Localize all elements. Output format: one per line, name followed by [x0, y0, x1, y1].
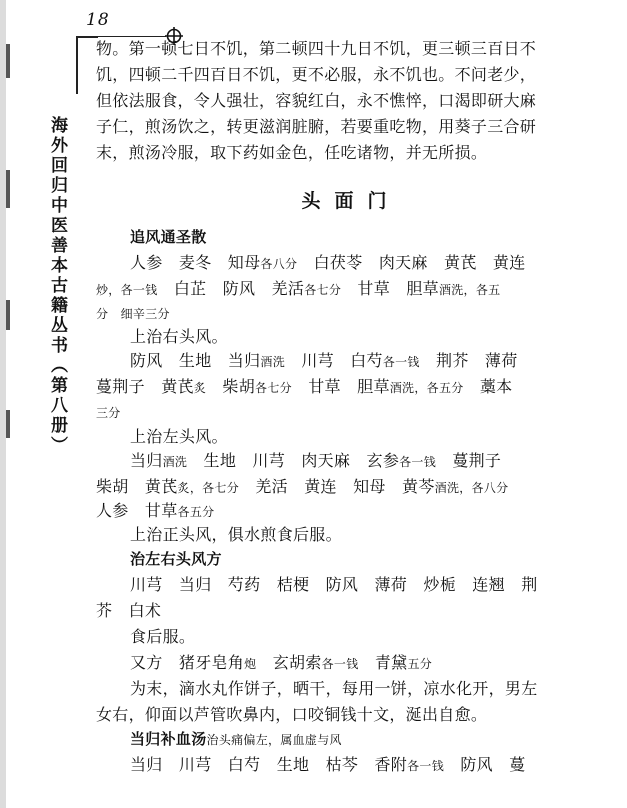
- recipe-title: 当归补血汤: [130, 730, 207, 748]
- text-line: 炒，各一钱 白芷 防风 羌活各七分 甘草 胆草酒洗，各五: [96, 279, 501, 298]
- text-line: 人参 麦冬 知母各八分 白茯苓 肉天麻 黄芪 黄连: [130, 253, 526, 272]
- text-line: 为末，滴水丸作饼子，晒干，每用一饼，凉水化开，男左: [130, 679, 538, 698]
- text-line: 防风 生地 当归酒洗 川芎 白芍各一钱 荆芥 薄荷: [130, 351, 518, 370]
- header-frame-line: [76, 36, 78, 94]
- edge-mark: [6, 410, 10, 438]
- text-line: 上治正头风，俱水煎食后服。: [130, 525, 342, 544]
- page-number: 18: [86, 10, 110, 30]
- text-line: 饥，四顿二千四百日不饥，更不必服，永不饥也。不问老少，: [96, 65, 537, 84]
- text-line: 分 细辛三分: [96, 307, 170, 321]
- text-line: 川芎 当归 芍药 桔梗 防风 薄荷 炒栀 连翘 荆: [130, 575, 538, 594]
- text-line: 上治左头风。: [130, 427, 228, 446]
- recipe-title: 追风通圣散: [130, 228, 207, 246]
- text-line: 柴胡 黄芪炙，各七分 羌活 黄连 知母 黄芩酒洗，各八分: [96, 477, 509, 496]
- header-frame-top: [76, 36, 98, 38]
- text-line: 子仁，煎汤饮之，转更滋润脏腑，若要重吃物，用葵子三合研: [96, 117, 537, 136]
- text-line: 女右，仰面以芦管吹鼻内，口咬铜钱十文，涎出自愈。: [96, 705, 488, 724]
- page-left-edge: [0, 0, 6, 808]
- text-line: 食后服。: [130, 627, 196, 646]
- text-line: 但依法服食，令人强壮，容貌红白，永不憔悴，口渴即研大麻: [96, 91, 537, 110]
- header-rule: [96, 36, 166, 37]
- text-line: 末，煎汤冷服，取下药如金色，任吃诸物，并无所损。: [96, 143, 488, 162]
- recipe-title: 治左右头风方: [130, 550, 222, 568]
- text-line: 当归酒洗 生地 川芎 肉天麻 玄参各一钱 蔓荆子: [130, 451, 502, 470]
- section-heading: 头面门: [301, 190, 401, 212]
- text-line: 物。第一顿七日不饥，第二顿四十九日不饥，更三顿三百日不: [96, 39, 537, 58]
- text-line: 上治右头风。: [130, 327, 228, 346]
- text-line: 当归补血汤治头痛偏左，属血虚与风: [130, 730, 342, 748]
- text-line: 人参 甘草各五分: [96, 501, 215, 520]
- text-line: 又方 猪牙皂角炮 玄胡索各一钱 青黛五分: [130, 653, 433, 672]
- text-line: 芥 白术: [96, 601, 162, 620]
- text-line: 三分: [96, 406, 121, 420]
- edge-mark: [6, 300, 10, 330]
- text-line: 蔓荆子 黄芪炙 柴胡各七分 甘草 胆草酒洗，各五分 藁本: [96, 377, 513, 396]
- edge-mark: [6, 44, 10, 78]
- edge-mark: [6, 170, 10, 208]
- series-title: 海外回归中医善本古籍丛书（第八册）: [47, 116, 67, 456]
- text-line: 当归 川芎 白芍 生地 枯芩 香附各一钱 防风 蔓: [130, 755, 526, 774]
